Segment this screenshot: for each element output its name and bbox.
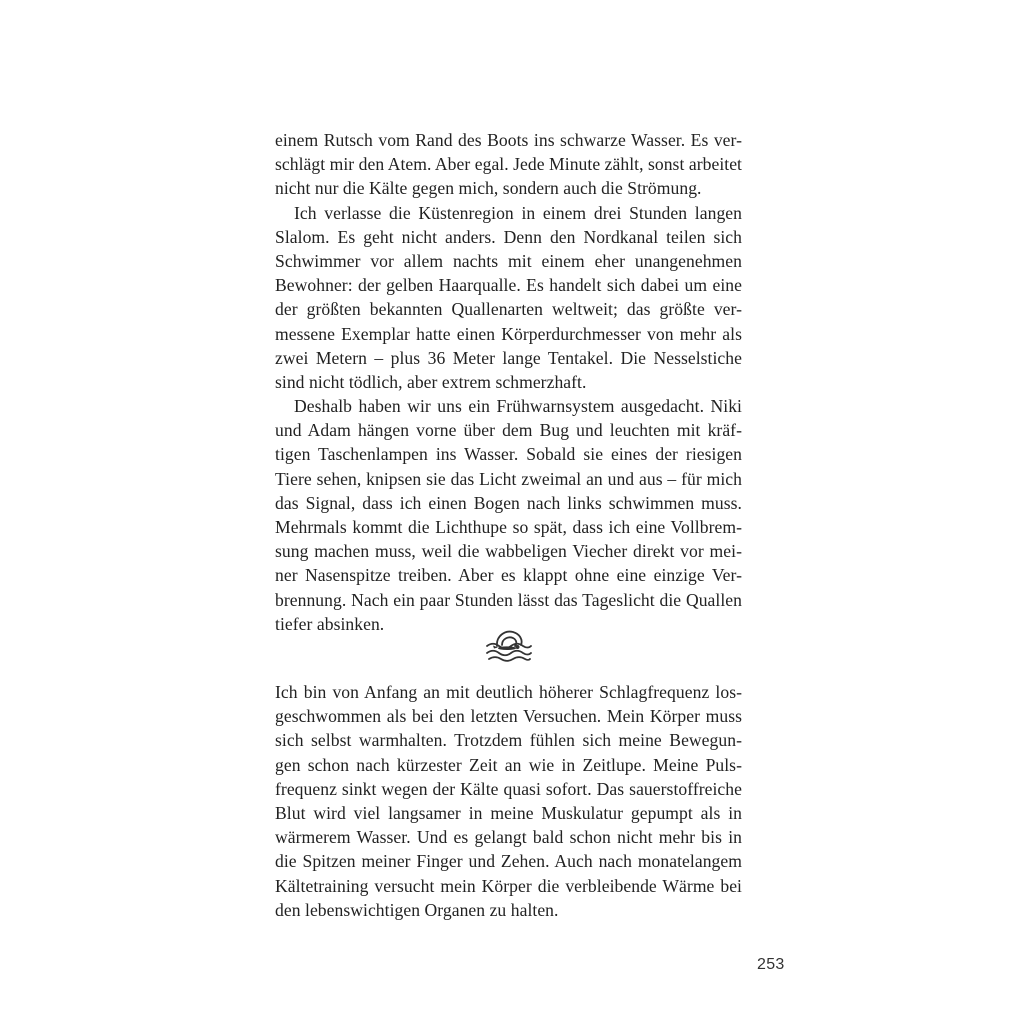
text-line: sich selbst warmhalten. Trotzdem fühlen sich meine Bewegun- [275,730,742,751]
text-line: den lebenswichtigen Organen zu halten. [275,899,559,920]
text-line: Schwimmer vor allem nachts mit einem eher unangenehmen [275,250,742,271]
text-line: die Spitzen meiner Finger und Zehen. Auch nach monatelangem [275,851,742,872]
text-line: einem Rutsch vom Rand des Boots ins schwarze Wasser. Es ver- [275,130,742,150]
text-line: und Adam hängen vorne über dem Bug und leuchten mit kräf- [275,420,742,441]
text-line: wärmerem Wasser. Und es gelangt bald schon nicht mehr bis in [275,827,742,848]
text-section-before-break [275,128,742,636]
text-line: tigen Taschenlampen ins Wasser. Sobald sie eines der riesigen [275,444,742,465]
paragraph [275,128,742,201]
text-line: sind nicht tödlich, aber extrem schmerzhaft. [275,371,587,392]
text-line: Deshalb haben wir uns ein Frühwarnsystem ausgedacht. Niki [294,396,742,417]
paragraph [275,201,742,395]
swimmer-wave-icon [483,622,535,662]
text-line: Mehrmals kommt die Lichthupe so spät, dass ich eine Vollbrem- [275,517,742,537]
page-number: 253 [757,956,785,973]
text-line: Ich bin von Anfang an mit deutlich höherer Schlagfrequenz los- [275,682,742,702]
text-line: Bewohner: der gelben Haarqualle. Es handelt sich dabei um eine [275,275,742,296]
text-line: gen schon nach kürzester Zeit an wie in Zeitlupe. Meine Puls- [275,754,742,775]
text-line: frequenz sinkt wegen der Kälte quasi sofort. Das sauerstoffreiche [275,778,742,799]
text-line: Tiere sehen, knipsen sie das Licht zweimal an und aus – für mich [275,468,742,489]
text-section-after-break [275,680,742,922]
text-line: zwei Metern – plus 36 Meter lange Tentakel. Die Nesselstiche [275,347,742,368]
text-line: Slalom. Es geht nicht anders. Denn den Nordkanal teilen sich [275,226,742,247]
text-line: Blut wird viel langsamer in meine Muskulatur gepumpt als in [275,802,742,823]
text-line: sung machen muss, weil die wabbeligen Viecher direkt vor mei- [275,541,742,562]
text-line: tiefer absinken. [275,613,385,634]
text-line: Kältetraining versucht mein Körper die verbleibende Wärme bei [275,875,742,896]
text-line: Ich verlasse die Küstenregion in einem drei Stunden langen [294,202,742,223]
text-line: schlägt mir den Atem. Aber egal. Jede Minute zählt, sonst arbeitet [275,154,742,175]
text-line: messene Exemplar hatte einen Körperdurchmesser von mehr als [275,323,742,344]
text-line: brennung. Nach ein paar Stunden lässt das Tageslicht die Quallen [275,589,742,610]
text-line: das Signal, dass ich einen Bogen nach links schwimmen muss. [275,492,742,513]
text-line: nicht nur die Kälte gegen mich, sondern auch die Strömung. [275,178,702,199]
text-line: ner Nasenspitze treiben. Aber es klappt ohne eine einzige Ver- [275,565,742,586]
paragraph [275,394,742,636]
text-line: geschwommen als bei den letzten Versuchen. Mein Körper muss [275,706,742,727]
paragraph [275,680,742,922]
text-line: der größten bekannten Quallenarten weltweit; das größte ver- [275,299,742,320]
